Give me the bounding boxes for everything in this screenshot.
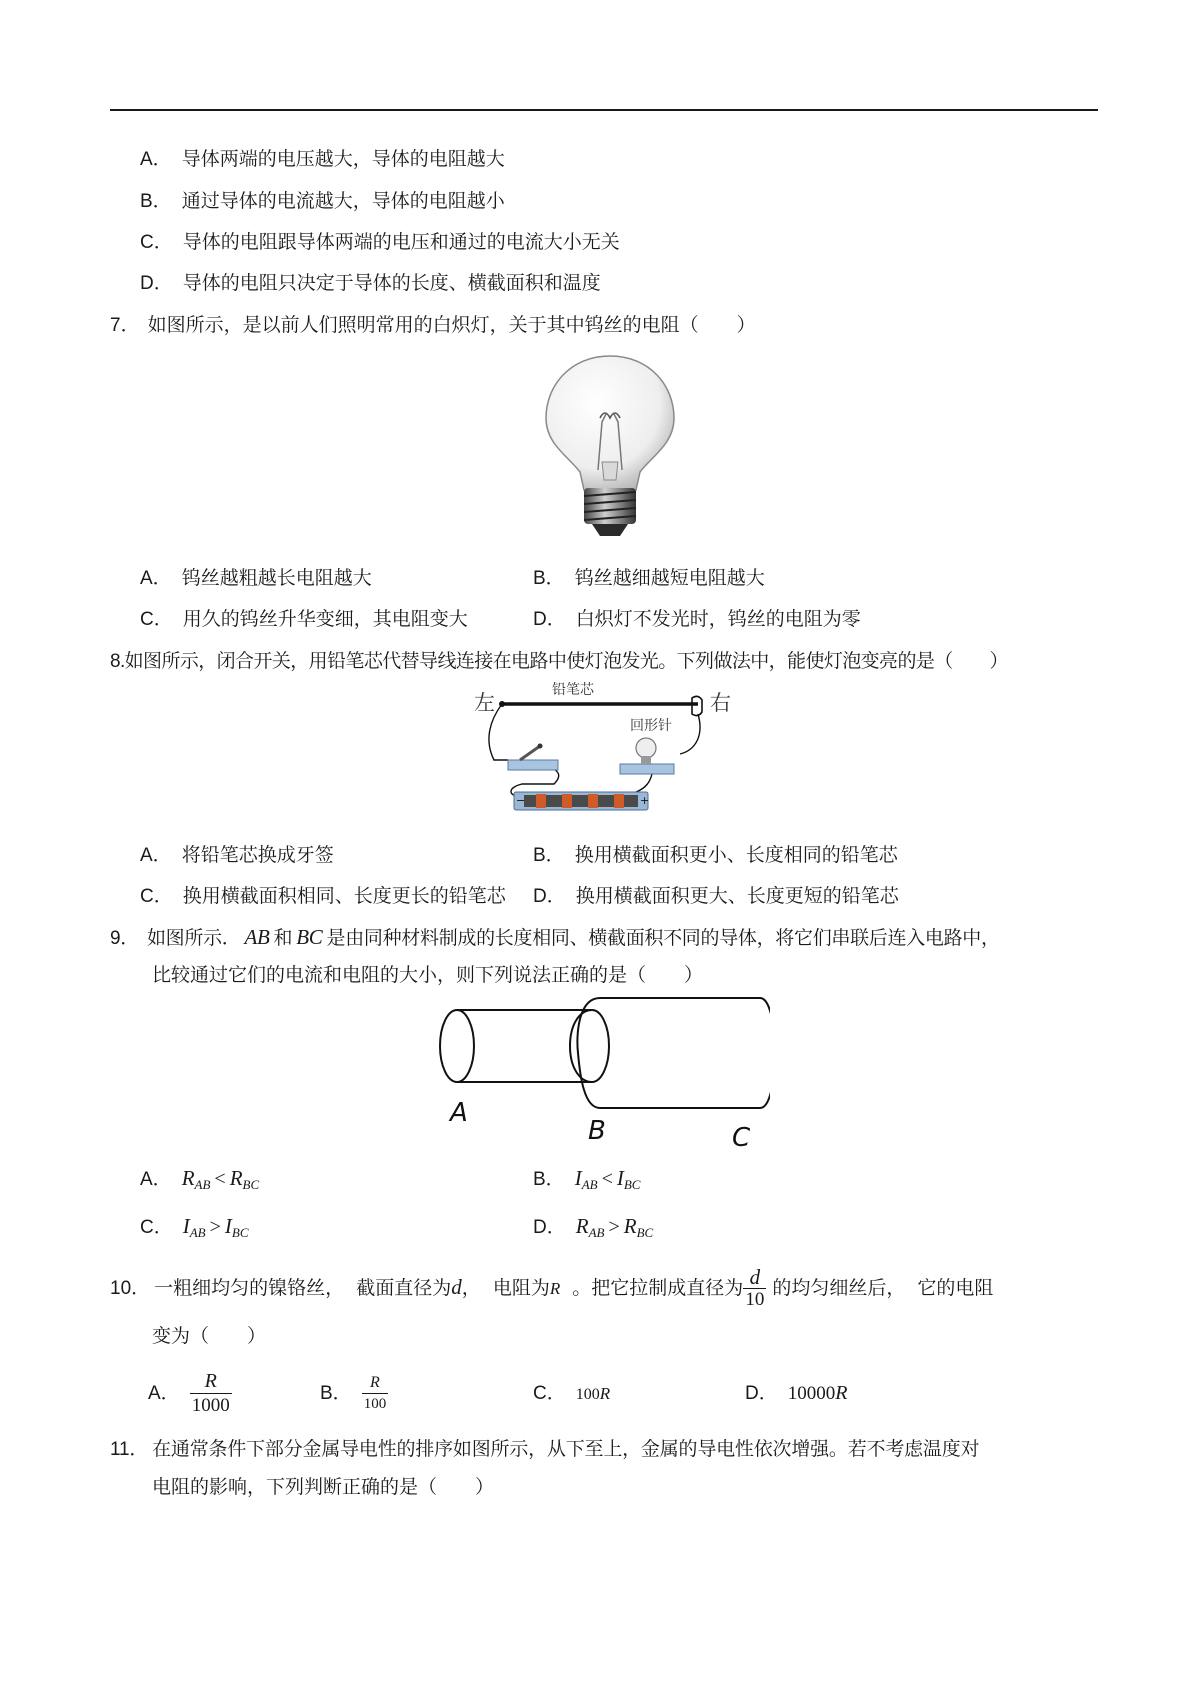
bulb-contact xyxy=(592,524,628,536)
fraction-r-over-100: $\frac{R}{100}$ xyxy=(363,1374,387,1412)
wire-battery-bulb xyxy=(636,774,652,792)
q8-option-b: B． 换用横截面积更小、长度相同的铅笔芯 xyxy=(533,844,898,866)
wire-right xyxy=(680,714,700,754)
label-a: A xyxy=(450,1098,468,1128)
label-b: B xyxy=(588,1116,606,1146)
q9-option-c: C． $I_{AB} > I_{BC}$ xyxy=(140,1214,249,1240)
end-face-c xyxy=(760,998,770,1108)
label-c: C xyxy=(732,1123,751,1153)
q6-option-a: A． 导体两端的电压越大，导体的电阻越大 xyxy=(140,148,505,170)
q8-option-a: A． 将铅笔芯换成牙签 xyxy=(140,844,334,866)
minus-sign: − xyxy=(516,794,526,807)
face-b xyxy=(577,998,600,1108)
small-bulb xyxy=(636,738,656,758)
conductor-ab-bc-figure xyxy=(430,996,770,1156)
fraction-d-over-10: $\frac{d}{10}$ xyxy=(745,1265,765,1310)
switch-base xyxy=(508,760,558,770)
battery-band-4 xyxy=(614,794,624,808)
q10-option-c: C． 100R xyxy=(533,1383,611,1404)
light-bulb-figure xyxy=(540,352,680,542)
paper-clip xyxy=(692,696,702,715)
q6-option-c: C． 导体的电阻跟导体两端的电压和通过的电流大小无关 xyxy=(140,231,620,253)
q6-option-b: B． 通过导体的电流越大，导体的电阻越小 xyxy=(140,190,505,212)
q8-option-c: C． 换用横截面积相同、长度更长的铅笔芯 xyxy=(140,885,506,907)
q9-option-a: A． $R_{AB} < R_{BC}$ xyxy=(140,1166,260,1192)
q7-option-c: C． 用久的钨丝升华变细，其电阻变大 xyxy=(140,608,468,630)
q11-stem-line1: 11． 在通常条件下部分金属导电性的排序如图所示，从下至上，金属的导电性依次增强。若不考虑温度对 xyxy=(110,1438,980,1460)
left-label: 左 xyxy=(474,691,495,715)
thick-cylinder-sides xyxy=(600,998,760,1108)
header-rule xyxy=(110,109,1098,111)
switch-lever xyxy=(520,746,540,760)
q10-option-a: A． $\frac{R}{1000}$ xyxy=(148,1370,230,1416)
q10-stem-line1: 10． 一粗细均匀的镍铬丝， 截面直径为d， 电阻为R 。把它拉制成直径为 $\frac{d}{10}$ 的均匀细丝后， 它的电阻 xyxy=(110,1265,994,1310)
battery-band-2 xyxy=(562,794,572,808)
right-label: 右 xyxy=(710,691,731,715)
q6-option-d: D． 导体的电阻只决定于导体的长度、横截面积和温度 xyxy=(140,272,601,294)
glass-stem xyxy=(602,462,618,480)
bulb-holder-base xyxy=(620,764,674,774)
plus-sign: + xyxy=(640,794,650,807)
thin-cylinder-sides xyxy=(457,1010,592,1082)
q10-option-d: D． 10000R xyxy=(745,1382,848,1404)
q7-stem: 7． 如图所示，是以前人们照明常用的白炽灯，关于其中钨丝的电阻（ ） xyxy=(110,314,756,336)
q7-option-b: B． 钨丝越细越短电阻越大 xyxy=(533,567,765,589)
q8-stem: 8.如图所示，闭合开关，用铅笔芯代替导线连接在电路中使灯泡发光。下列做法中，能使灯泡变亮的是（ ） xyxy=(110,650,1008,672)
q9-option-b: B． $I_{AB} < I_{BC}$ xyxy=(533,1166,641,1192)
q10-option-b: B． $\frac{R}{100}$ xyxy=(320,1374,387,1412)
pencil-lead-label: 铅笔芯 xyxy=(552,682,594,698)
pencil-lead-circuit-figure xyxy=(470,680,740,825)
paper-clip-label: 回形针 xyxy=(630,718,672,734)
q11-stem-line2: 电阻的影响，下列判断正确的是（ ） xyxy=(152,1476,495,1498)
q7-option-d: D． 白炽灯不发光时，钨丝的电阻为零 xyxy=(533,608,861,630)
battery-band-1 xyxy=(536,794,546,808)
q9-stem-line2: 比较通过它们的电流和电阻的大小，则下列说法正确的是（ ） xyxy=(152,964,704,986)
junction-face xyxy=(592,1010,609,1082)
q8-option-d: D． 换用横截面积更大、长度更短的铅笔芯 xyxy=(533,885,899,907)
q9-stem-line1: 9． 如图所示． AB 和 BC 是由同种材料制成的长度相同、横截面积不同的导体，将它们串联后连入电路中， xyxy=(110,925,1000,949)
end-face-a xyxy=(440,1010,474,1082)
q10-stem-line2: 变为（ ） xyxy=(152,1325,267,1347)
switch-knob xyxy=(538,744,543,749)
fraction-r-over-1000: $\frac{R}{1000}$ xyxy=(191,1370,230,1416)
battery-band-3 xyxy=(588,794,598,808)
q9-option-d: D． $R_{AB} > R_{BC}$ xyxy=(533,1214,654,1240)
small-bulb-base xyxy=(641,756,651,764)
q7-option-a: A． 钨丝越粗越长电阻越大 xyxy=(140,567,372,589)
